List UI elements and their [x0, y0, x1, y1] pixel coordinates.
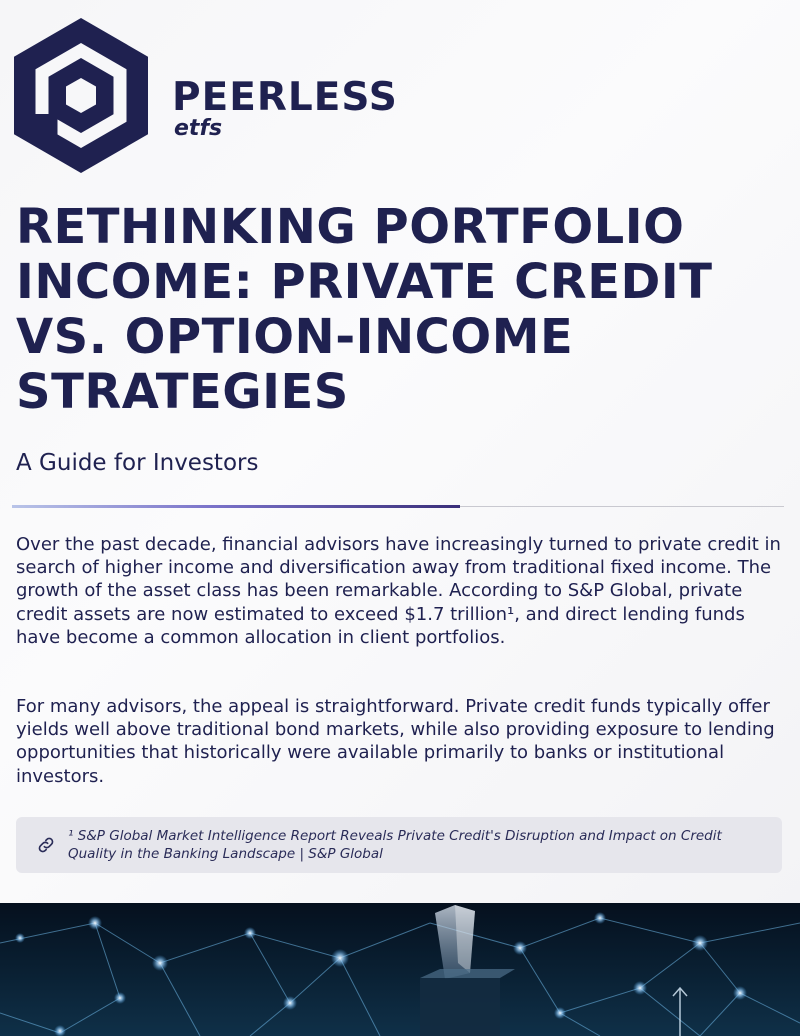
footnote-box[interactable] — [16, 817, 782, 873]
paragraph-appeal: For many advisors, the appeal is straightforward. Private credit funds typically offer yields well above traditional bond markets, while also providing exposure to lending opportunities that historically were available primarily to banks or institutional investors. — [16, 696, 775, 787]
network-graphic — [0, 903, 800, 1036]
footnote-text[interactable]: ¹ S&P Global Market Intelligence Report Reveals Private Credit's Disruption and Impact on Credit Quality in the Banking Landscape | S&P Global — [68, 828, 722, 862]
hexagon-logo-icon — [14, 18, 148, 173]
brand-subname: etfs — [174, 116, 223, 141]
paragraph-intro: Over the past decade, financial advisors have increasingly turned to private credit in search of higher income and diversification away from traditional fixed income. The growth of the asset class has been remarkable. According to S&P Global, private credit assets are now estimated to exceed $1.7 trillion¹, and direct lending funds have become a common allocation in client portfolios. — [16, 534, 781, 648]
document-title: RETHINKING PORTFOLIO INCOME: PRIVATE CREDIT VS. OPTION-INCOME STRATEGIES — [16, 199, 713, 420]
document-subtitle: A Guide for Investors — [16, 450, 259, 476]
link-icon — [36, 835, 56, 855]
divider-accent — [12, 505, 460, 508]
network-lines-icon — [0, 903, 800, 1036]
brand-name: PEERLESS — [172, 75, 398, 120]
brand-logo — [14, 18, 398, 173]
section-divider — [12, 505, 784, 508]
